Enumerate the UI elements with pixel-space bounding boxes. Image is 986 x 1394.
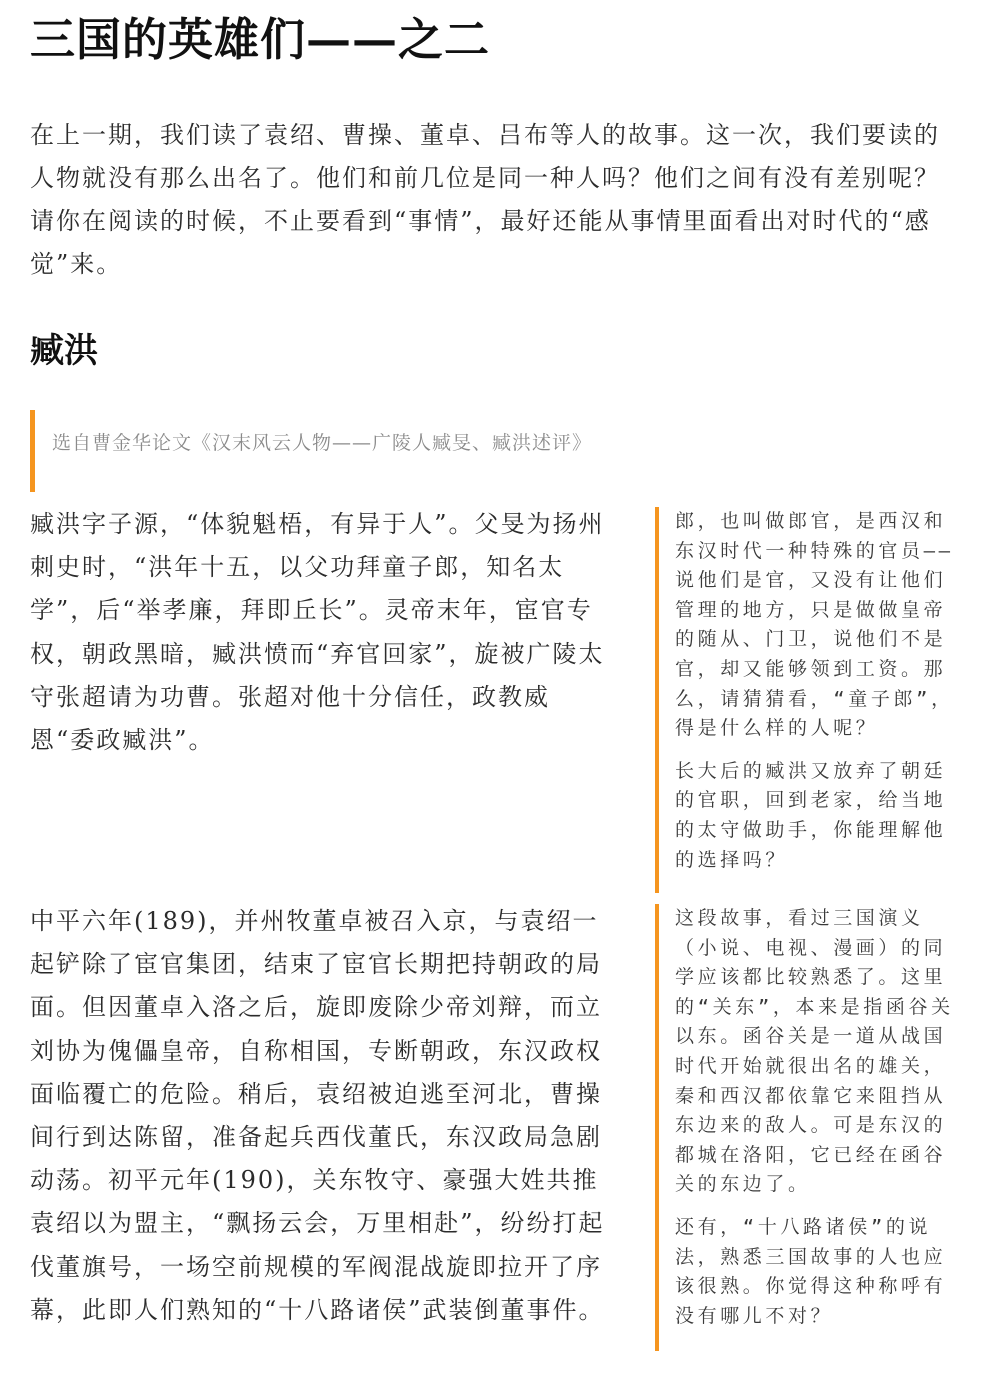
sidenote-divider — [655, 904, 659, 1351]
section-heading: 臧洪 — [30, 331, 98, 371]
sidenotes — [675, 507, 965, 888]
sidenote: 长大后的臧洪又放弃了朝廷的官职，回到老家，给当地的太守做助手，你能理解他的选择吗？ — [675, 759, 947, 871]
page-title: 三国的英雄们——之二 — [30, 13, 491, 66]
text-block-1 — [0, 503, 986, 893]
text-block-2 — [0, 900, 986, 1394]
main-paragraph: 臧洪字子源，“体貌魁梧，有异于人”。父旻为扬州刺史时，“洪年十五，以父功拜童子郎，知名太学”，后“举孝廉，拜即丘长”。灵帝末年，宦官专权，朝政黑暗，臧洪愤而“弃官回家”，旋被广陵太守张超请为功曹。张超对他十分信任，政教威恩“委政臧洪”。 — [30, 510, 605, 755]
sidenote: 这段故事，看过三国演义（小说、电视、漫画）的同学应该都比较熟悉了。这里的“关东”，本来是指函谷关以东。函谷关是一道从战国时代开始就很出名的雄关，秦和西汉都依靠它来阻挡从东边来的敌人。可是东汉的都城在洛阳，它已经在函谷关的东边了。 — [675, 907, 954, 1196]
sidenote: 郎，也叫做郎官，是西汉和东汉时代一种特殊的官员——说他们是官，又没有让他们管理的地方，只是做做皇帝的随从、门卫，说他们不是官，却又能够领到工资。那么，请猜猜看，“童子郎”，得是什么样的人呢？ — [675, 510, 954, 740]
sidenote: 还有，“十八路诸侯”的说法，熟悉三国故事的人也应该很熟。你觉得这种称呼有没有哪儿不对？ — [675, 1215, 947, 1327]
source-citation: 选自曹金华论文《汉末风云人物——广陵人臧旻、臧洪述评》 — [52, 432, 593, 454]
source-blockquote — [30, 410, 930, 492]
intro-paragraph: 在上一期，我们读了袁绍、曹操、董卓、吕布等人的故事。这一次，我们要读的人物就没有那么出名了。他们和前几位是同一种人吗？他们之间有没有差别呢？请你在阅读的时候，不止要看到“事情”，最好还能从事情里面看出对时代的“感觉”来。 — [30, 121, 940, 278]
sidenote-divider — [655, 507, 659, 893]
sidenotes — [675, 904, 965, 1344]
main-paragraph: 中平六年(189)，并州牧董卓被召入京，与袁绍一起铲除了宦官集团，结束了宦官长期把持朝政的局面。但因董卓入洛之后，旋即废除少帝刘辩，而立刘协为傀儡皇帝，自称相国，专断朝政，东汉政权面临覆亡的危险。稍后，袁绍被迫逃至河北，曹操间行到达陈留，准备起兵西伐董氏，东汉政局急剧动荡。初平元年(190)，关东牧守、豪强大姓共推袁绍以为盟主，“飘扬云会，万里相赴”，纷纷打起伐董旗号，一场空前规模的军阀混战旋即拉开了序幕，此即人们熟知的“十八路诸侯”武装倒董事件。 — [30, 907, 605, 1324]
